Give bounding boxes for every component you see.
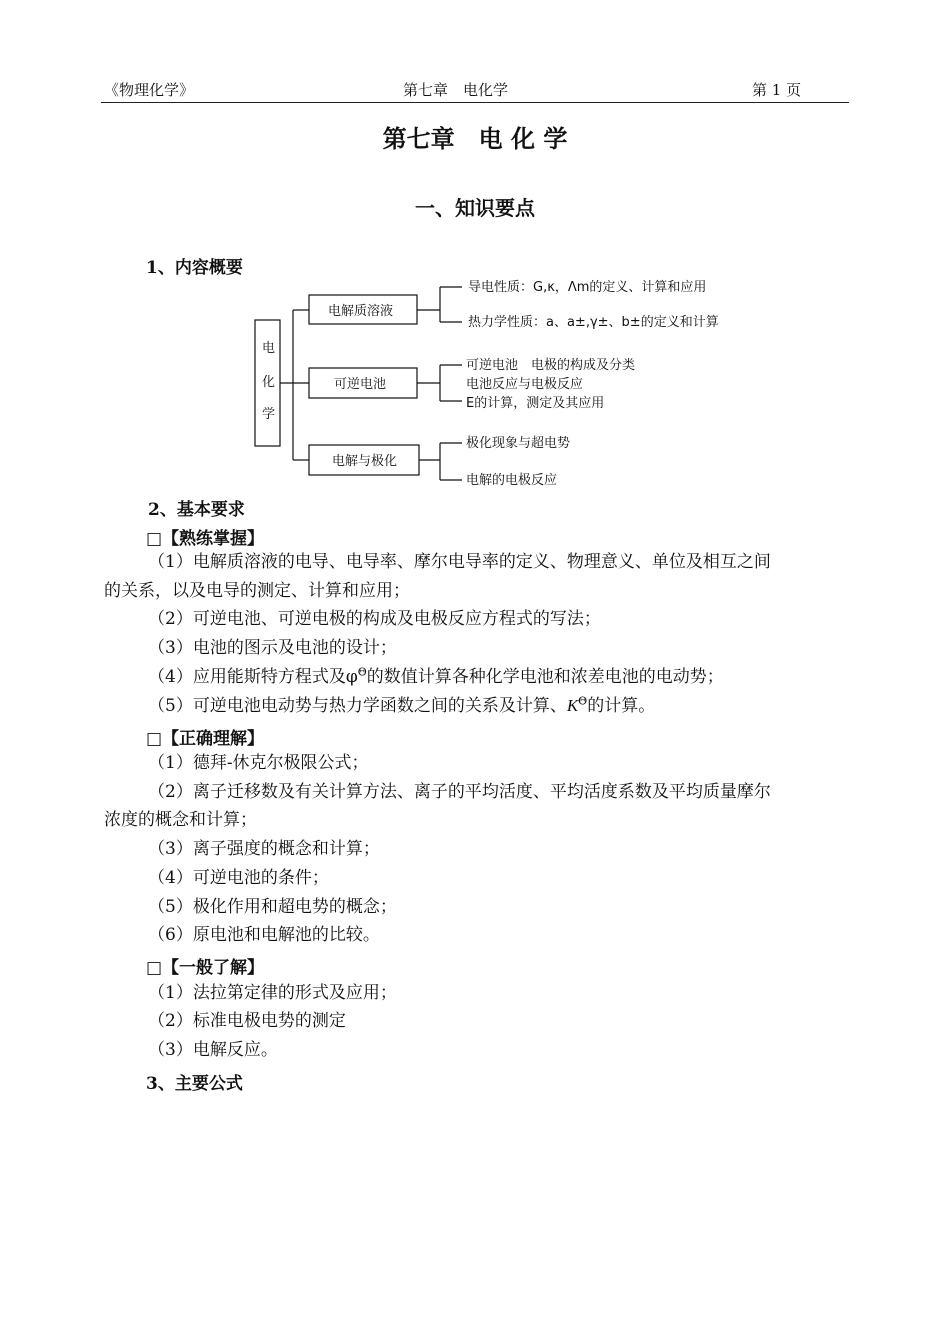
diagram-box1-label: 电解质溶液 bbox=[328, 304, 394, 319]
diagram-box2-label: 可逆电池 bbox=[334, 377, 387, 392]
group-heading-understand: □【正确理解】 bbox=[146, 729, 265, 749]
diagram-root-char-3: 学 bbox=[262, 407, 276, 422]
list-item: 浓度的概念和计算； bbox=[104, 810, 257, 830]
list-item: （3）电池的图示及电池的设计； bbox=[148, 638, 397, 658]
item5-text-post: 的计算。 bbox=[587, 696, 656, 716]
subheading-basic-requirements: 2、基本要求 bbox=[148, 500, 245, 520]
list-item: （1）法拉第定律的形式及应用； bbox=[148, 983, 397, 1003]
diagram-box3-item-1: 极化现象与超电势 bbox=[466, 436, 571, 451]
group-heading-general: □【一般了解】 bbox=[146, 958, 265, 978]
diagram-box2-item-2: 电池反应与电极反应 bbox=[466, 377, 584, 392]
list-item bbox=[148, 663, 724, 691]
item4-text-pre: （4）应用能斯特方程式及φ bbox=[148, 667, 358, 687]
subheading-main-formulas: 3、主要公式 bbox=[146, 1074, 243, 1094]
header-chapter: 第七章 电化学 bbox=[403, 81, 509, 99]
diagram-box2-item-1: 可逆电池 电极的构成及分类 bbox=[466, 358, 636, 373]
list-item: （1）电解质溶液的电导、电导率、摩尔电导率的定义、物理意义、单位及相互之间 bbox=[148, 552, 771, 572]
chapter-title: 第七章 电 化 学 bbox=[382, 124, 568, 153]
list-item: 的关系，以及电导的测定、计算和应用； bbox=[104, 581, 410, 601]
list-item: （2）可逆电池、可逆电极的构成及电极反应方程式的写法； bbox=[148, 609, 601, 629]
diagram-box2-item-3: E的计算，测定及其应用 bbox=[466, 396, 605, 411]
list-item: （5）极化作用和超电势的概念； bbox=[148, 897, 397, 917]
list-item: （6）原电池和电解池的比较。 bbox=[148, 925, 380, 945]
list-item: （2）标准电极电势的测定 bbox=[148, 1011, 346, 1031]
diagram-box3-label: 电解与极化 bbox=[332, 454, 398, 469]
group-heading-master: □【熟练掌握】 bbox=[146, 529, 265, 549]
list-item: （2）离子迁移数及有关计算方法、离子的平均活度、平均活度系数及平均质量摩尔 bbox=[148, 782, 771, 802]
concept-diagram bbox=[0, 0, 950, 500]
diagram-box1-item-2: 热力学性质：a、a±,γ±、b±的定义和计算 bbox=[468, 315, 719, 330]
header-page-number: 第 1 页 bbox=[752, 81, 802, 99]
diagram-box3-item-2: 电解的电极反应 bbox=[466, 473, 558, 488]
item5-text-pre: （5）可逆电池电动势与热力学函数之间的关系及计算、 bbox=[148, 696, 567, 716]
list-item bbox=[148, 692, 655, 720]
diagram-root-char-2: 化 bbox=[262, 375, 276, 390]
list-item: （4）可逆电池的条件； bbox=[148, 868, 329, 888]
diagram-root-char-1: 电 bbox=[262, 341, 276, 356]
list-item: （1）德拜-休克尔极限公式； bbox=[148, 753, 369, 773]
list-item: （3）电解反应。 bbox=[148, 1040, 278, 1060]
theta-superscript: Θ bbox=[578, 694, 588, 708]
diagram-box1-item-1: 导电性质：G,κ，Λm的定义、计算和应用 bbox=[468, 280, 707, 295]
k-symbol: K bbox=[566, 696, 579, 715]
section-heading: 一、知识要点 bbox=[415, 196, 535, 220]
list-item: （3）离子强度的概念和计算； bbox=[148, 839, 380, 859]
subheading-content-overview: 1、内容概要 bbox=[146, 258, 243, 278]
header-book-title: 《物理化学》 bbox=[104, 81, 195, 99]
theta-superscript: Θ bbox=[357, 665, 367, 679]
item4-text-post: 的数值计算各种化学电池和浓差电池的电动势； bbox=[366, 667, 724, 687]
